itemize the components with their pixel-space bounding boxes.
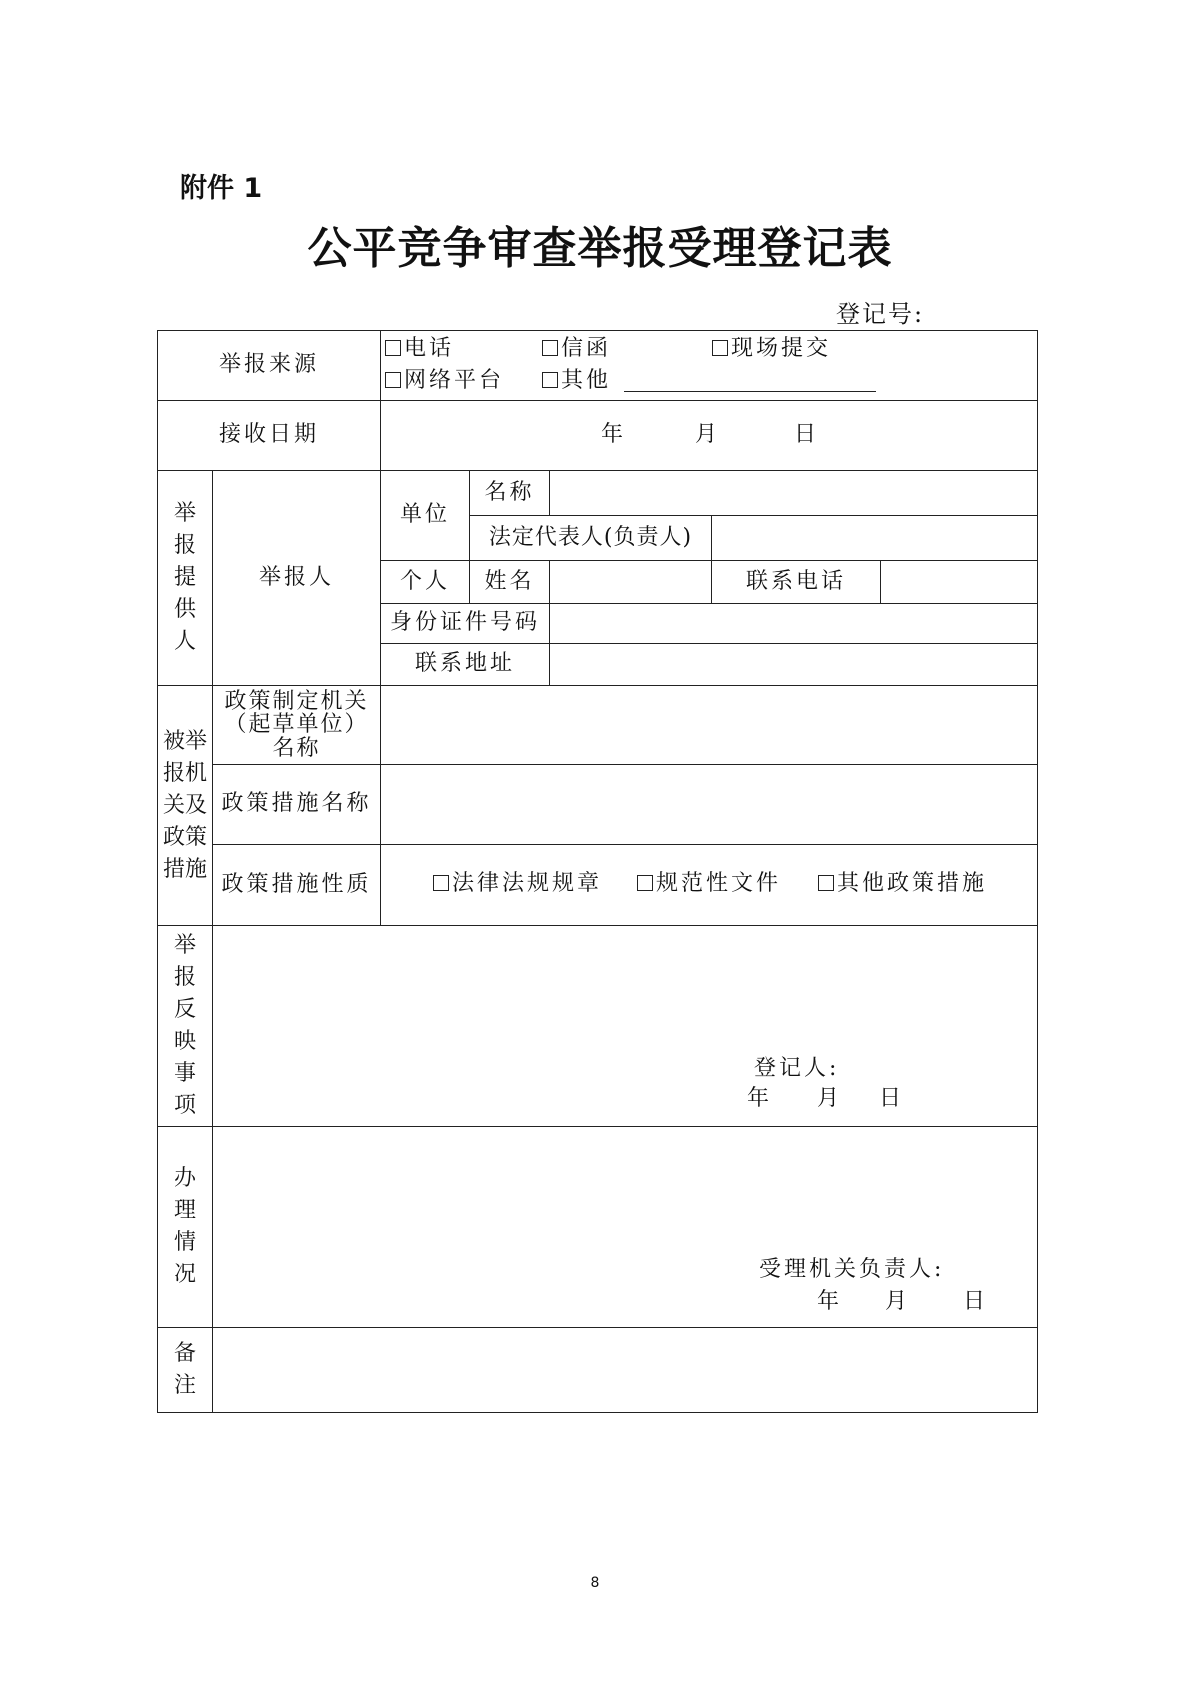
measure-name-field[interactable] [381, 765, 1038, 845]
source-option-letter[interactable]: 信函 [542, 336, 611, 362]
checkbox-icon[interactable] [385, 340, 401, 356]
address-label: 联系地址 [381, 644, 550, 686]
reporter-label: 举报人 [213, 471, 381, 686]
unit-label: 单位 [381, 471, 470, 561]
handling-label: 办理情况 [158, 1127, 213, 1328]
unit-name-label: 名称 [470, 471, 550, 516]
matters-day: 日 [879, 1086, 905, 1111]
contact-phone-label: 联系电话 [712, 561, 881, 604]
contact-phone-field[interactable] [881, 561, 1038, 604]
page-number: 8 [590, 1575, 600, 1591]
handling-day: 日 [963, 1289, 989, 1314]
registrar-label: 登记人: [754, 1056, 840, 1081]
handling-month: 月 [885, 1289, 911, 1314]
handling-field[interactable] [213, 1127, 1038, 1328]
matters-field[interactable] [213, 926, 1038, 1127]
checkbox-icon[interactable] [542, 372, 558, 388]
checkbox-icon[interactable] [433, 875, 449, 891]
legal-rep-field[interactable] [712, 516, 1038, 561]
source-option-online[interactable]: 网络平台 [385, 368, 504, 394]
remarks-field[interactable] [213, 1328, 1038, 1413]
receive-day: 日 [794, 422, 820, 447]
receive-year: 年 [601, 422, 627, 447]
unit-name-field[interactable] [550, 471, 1038, 516]
matters-year: 年 [747, 1086, 773, 1111]
other-source-blank[interactable] [624, 391, 876, 392]
registration-table [157, 330, 1038, 1413]
address-field[interactable] [550, 644, 1038, 686]
checkbox-icon[interactable] [712, 340, 728, 356]
agency-head-label: 受理机关负责人: [759, 1257, 945, 1282]
legal-rep-label: 法定代表人(负责人) [470, 516, 712, 561]
receive-month: 月 [695, 422, 721, 447]
agency-field[interactable] [381, 686, 1038, 765]
provider-group-label: 举报提供人 [158, 471, 213, 686]
person-name-field[interactable] [550, 561, 712, 604]
agency-label: 政策制定机关（起草单位）名称 [213, 686, 381, 765]
form-title: 公平竞争审查举报受理登记表 [307, 223, 893, 274]
nature-option-law[interactable]: 法律法规规章 [433, 871, 602, 897]
remarks-label: 备注 [158, 1328, 213, 1413]
source-option-onsite[interactable]: 现场提交 [712, 336, 831, 362]
source-label: 举报来源 [158, 331, 381, 401]
checkbox-icon[interactable] [637, 875, 653, 891]
source-options-cell [381, 331, 1038, 401]
source-option-phone[interactable]: 电话 [385, 336, 454, 362]
registration-number-label: 登记号: [836, 300, 925, 328]
measure-name-label: 政策措施名称 [213, 765, 381, 845]
measure-nature-label: 政策措施性质 [213, 845, 381, 926]
receive-date-label: 接收日期 [158, 401, 381, 471]
handling-year: 年 [817, 1289, 843, 1314]
person-name-label: 姓名 [470, 561, 550, 604]
individual-label: 个人 [381, 561, 470, 604]
matters-month: 月 [817, 1086, 843, 1111]
id-number-field[interactable] [550, 604, 1038, 644]
attachment-label: 附件 1 [180, 173, 263, 204]
checkbox-icon[interactable] [542, 340, 558, 356]
receive-date-cell[interactable] [381, 401, 1038, 471]
matters-label: 举报反映事项 [158, 926, 213, 1127]
reported-group-label: 被举报机关及政策措施 [158, 686, 213, 926]
checkbox-icon[interactable] [818, 875, 834, 891]
checkbox-icon[interactable] [385, 372, 401, 388]
measure-nature-cell [381, 845, 1038, 926]
id-number-label: 身份证件号码 [381, 604, 550, 644]
nature-option-normative[interactable]: 规范性文件 [637, 871, 781, 897]
source-option-other[interactable]: 其他 [542, 368, 611, 394]
nature-option-other[interactable]: 其他政策措施 [818, 871, 987, 897]
